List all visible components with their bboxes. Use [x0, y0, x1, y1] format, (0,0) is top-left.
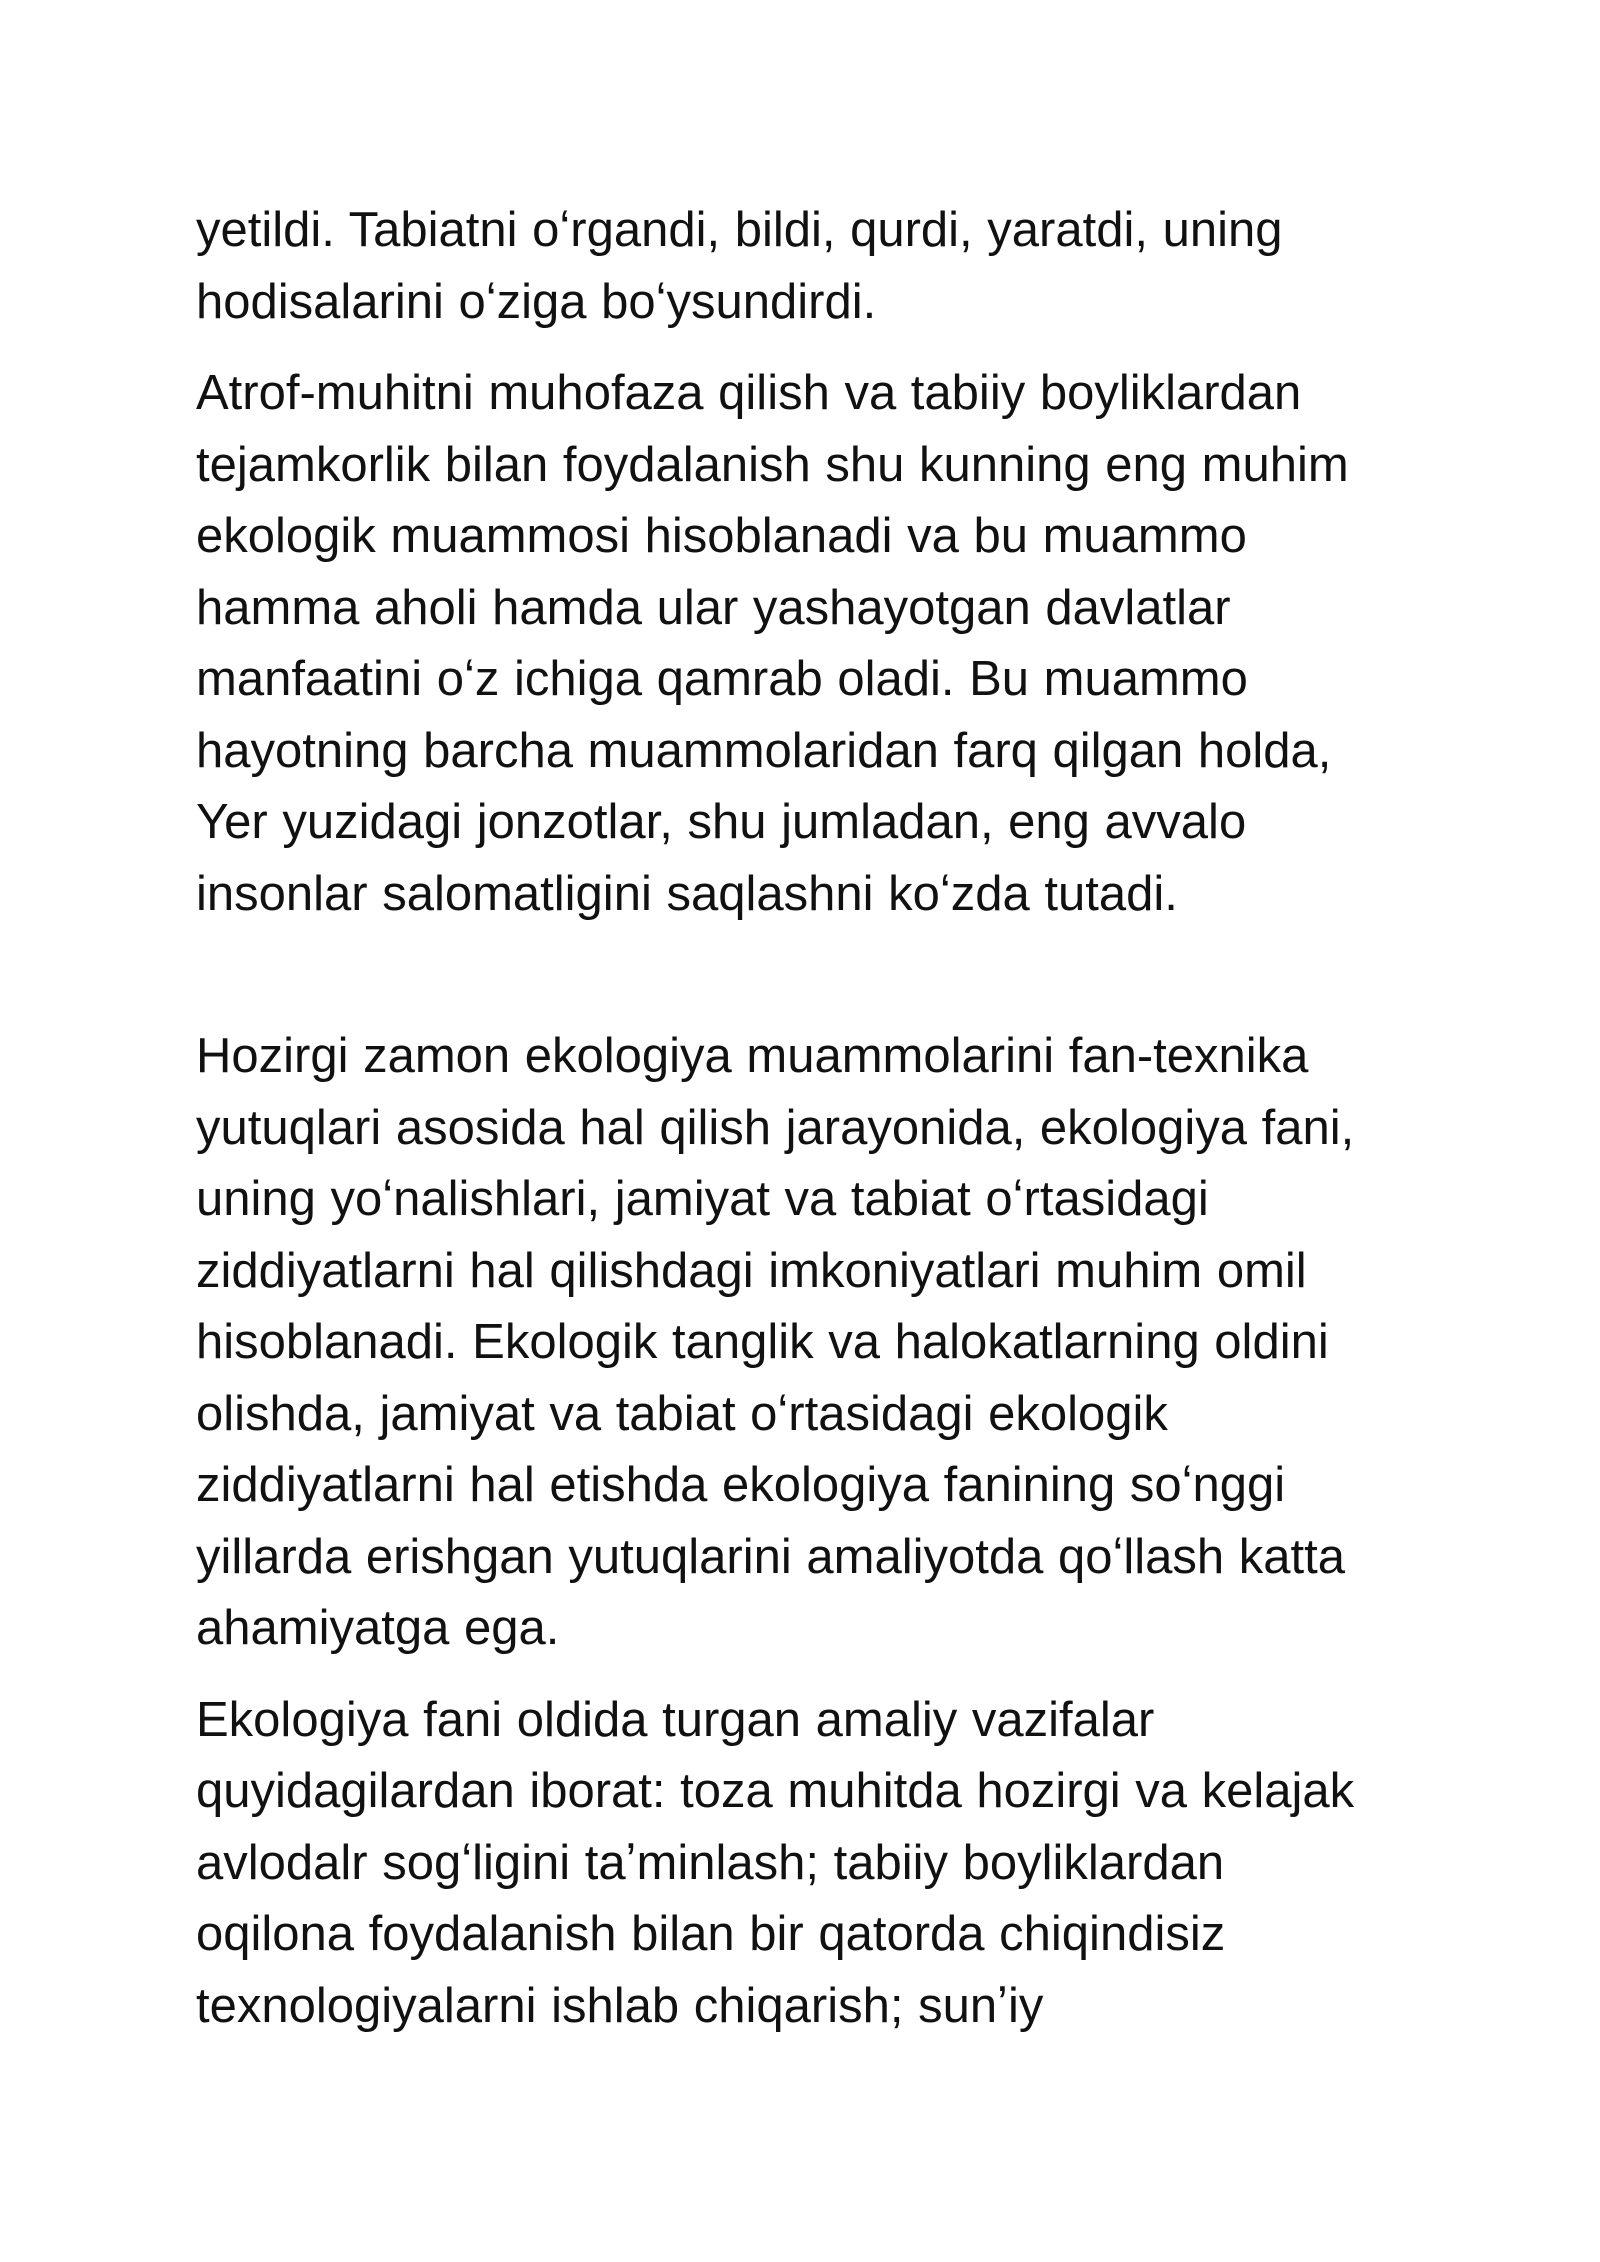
text-line: insonlar salomatligini saqlashni koʻzda tutadi.: [196, 866, 1178, 921]
text-line: yillarda erishgan yutuqlarini amaliyotda qoʻllash katta: [196, 1529, 1345, 1584]
paragraph-3: [196, 1021, 1390, 1665]
paragraph-2: [196, 358, 1390, 930]
text-line: tejamkorlik bilan foydalanish shu kunning eng muhim: [196, 437, 1349, 492]
text-line: manfaatini oʻz ichiga qamrab oladi. Bu muammo: [196, 652, 1248, 706]
paragraph-4: [196, 1685, 1390, 2043]
text-line: ziddiyatlarni hal etishda ekologiya fanining soʻnggi: [196, 1458, 1286, 1512]
text-line: Atrof-muhitni muhofaza qilish va tabiiy boyliklardan: [196, 366, 1302, 420]
text-line: hodisalarini oʻziga boʻysundirdi.: [196, 274, 877, 329]
text-line: yutuqlari asosida hal qilish jarayonida, ekologiya fani,: [196, 1100, 1355, 1155]
text-line: hamma aholi hamda ular yashayotgan davlatlar: [196, 580, 1231, 635]
text-line: texnologiyalarni ishlab chiqarish; sunʼiy: [196, 1978, 1044, 2033]
text-line: Hozirgi zamon ekologiya muammolarini fan-texnika: [196, 1029, 1309, 1083]
paragraph-spacer: [196, 930, 1390, 1021]
text-line: avlodalr sogʻligini taʼminlash; tabiiy boyliklardan: [196, 1835, 1225, 1890]
text-line: oqilona foydalanish bilan bir qatorda chiqindisiz: [196, 1907, 1226, 1961]
text-line: hayotning barcha muammolaridan farq qilgan holda,: [196, 723, 1332, 778]
text-line: Ekologiya fani oldida turgan amaliy vazifalar: [196, 1692, 1155, 1747]
text-line: Yer yuzidagi jonzotlar, shu jumladan, eng avvalo: [196, 795, 1247, 849]
text-line: ziddiyatlarni hal qilishdagi imkoniyatlari muhim omil: [196, 1243, 1307, 1298]
paragraph-spacer: [196, 1665, 1390, 1685]
text-line: ahamiyatga ega.: [196, 1601, 560, 1655]
text-line: uning yoʻnalishlari, jamiyat va tabiat oʻrtasidagi: [196, 1172, 1209, 1226]
text-line: yetildi. Tabiatni oʻrgandi, bildi, qurdi, yaratdi, uning: [196, 203, 1283, 257]
text-line: ekologik muammosi hisoblanadi va bu muammo: [196, 509, 1247, 563]
paragraph-spacer: [196, 338, 1390, 358]
text-line: hisoblanadi. Ekologik tanglik va halokatlarning oldini: [196, 1315, 1329, 1369]
text-line: quyidagilardan iborat: toza muhitda hozirgi va kelajak: [196, 1764, 1355, 1818]
paragraph-1: [196, 195, 1390, 338]
text-line: olishda, jamiyat va tabiat oʻrtasidagi ekologik: [196, 1386, 1168, 1441]
